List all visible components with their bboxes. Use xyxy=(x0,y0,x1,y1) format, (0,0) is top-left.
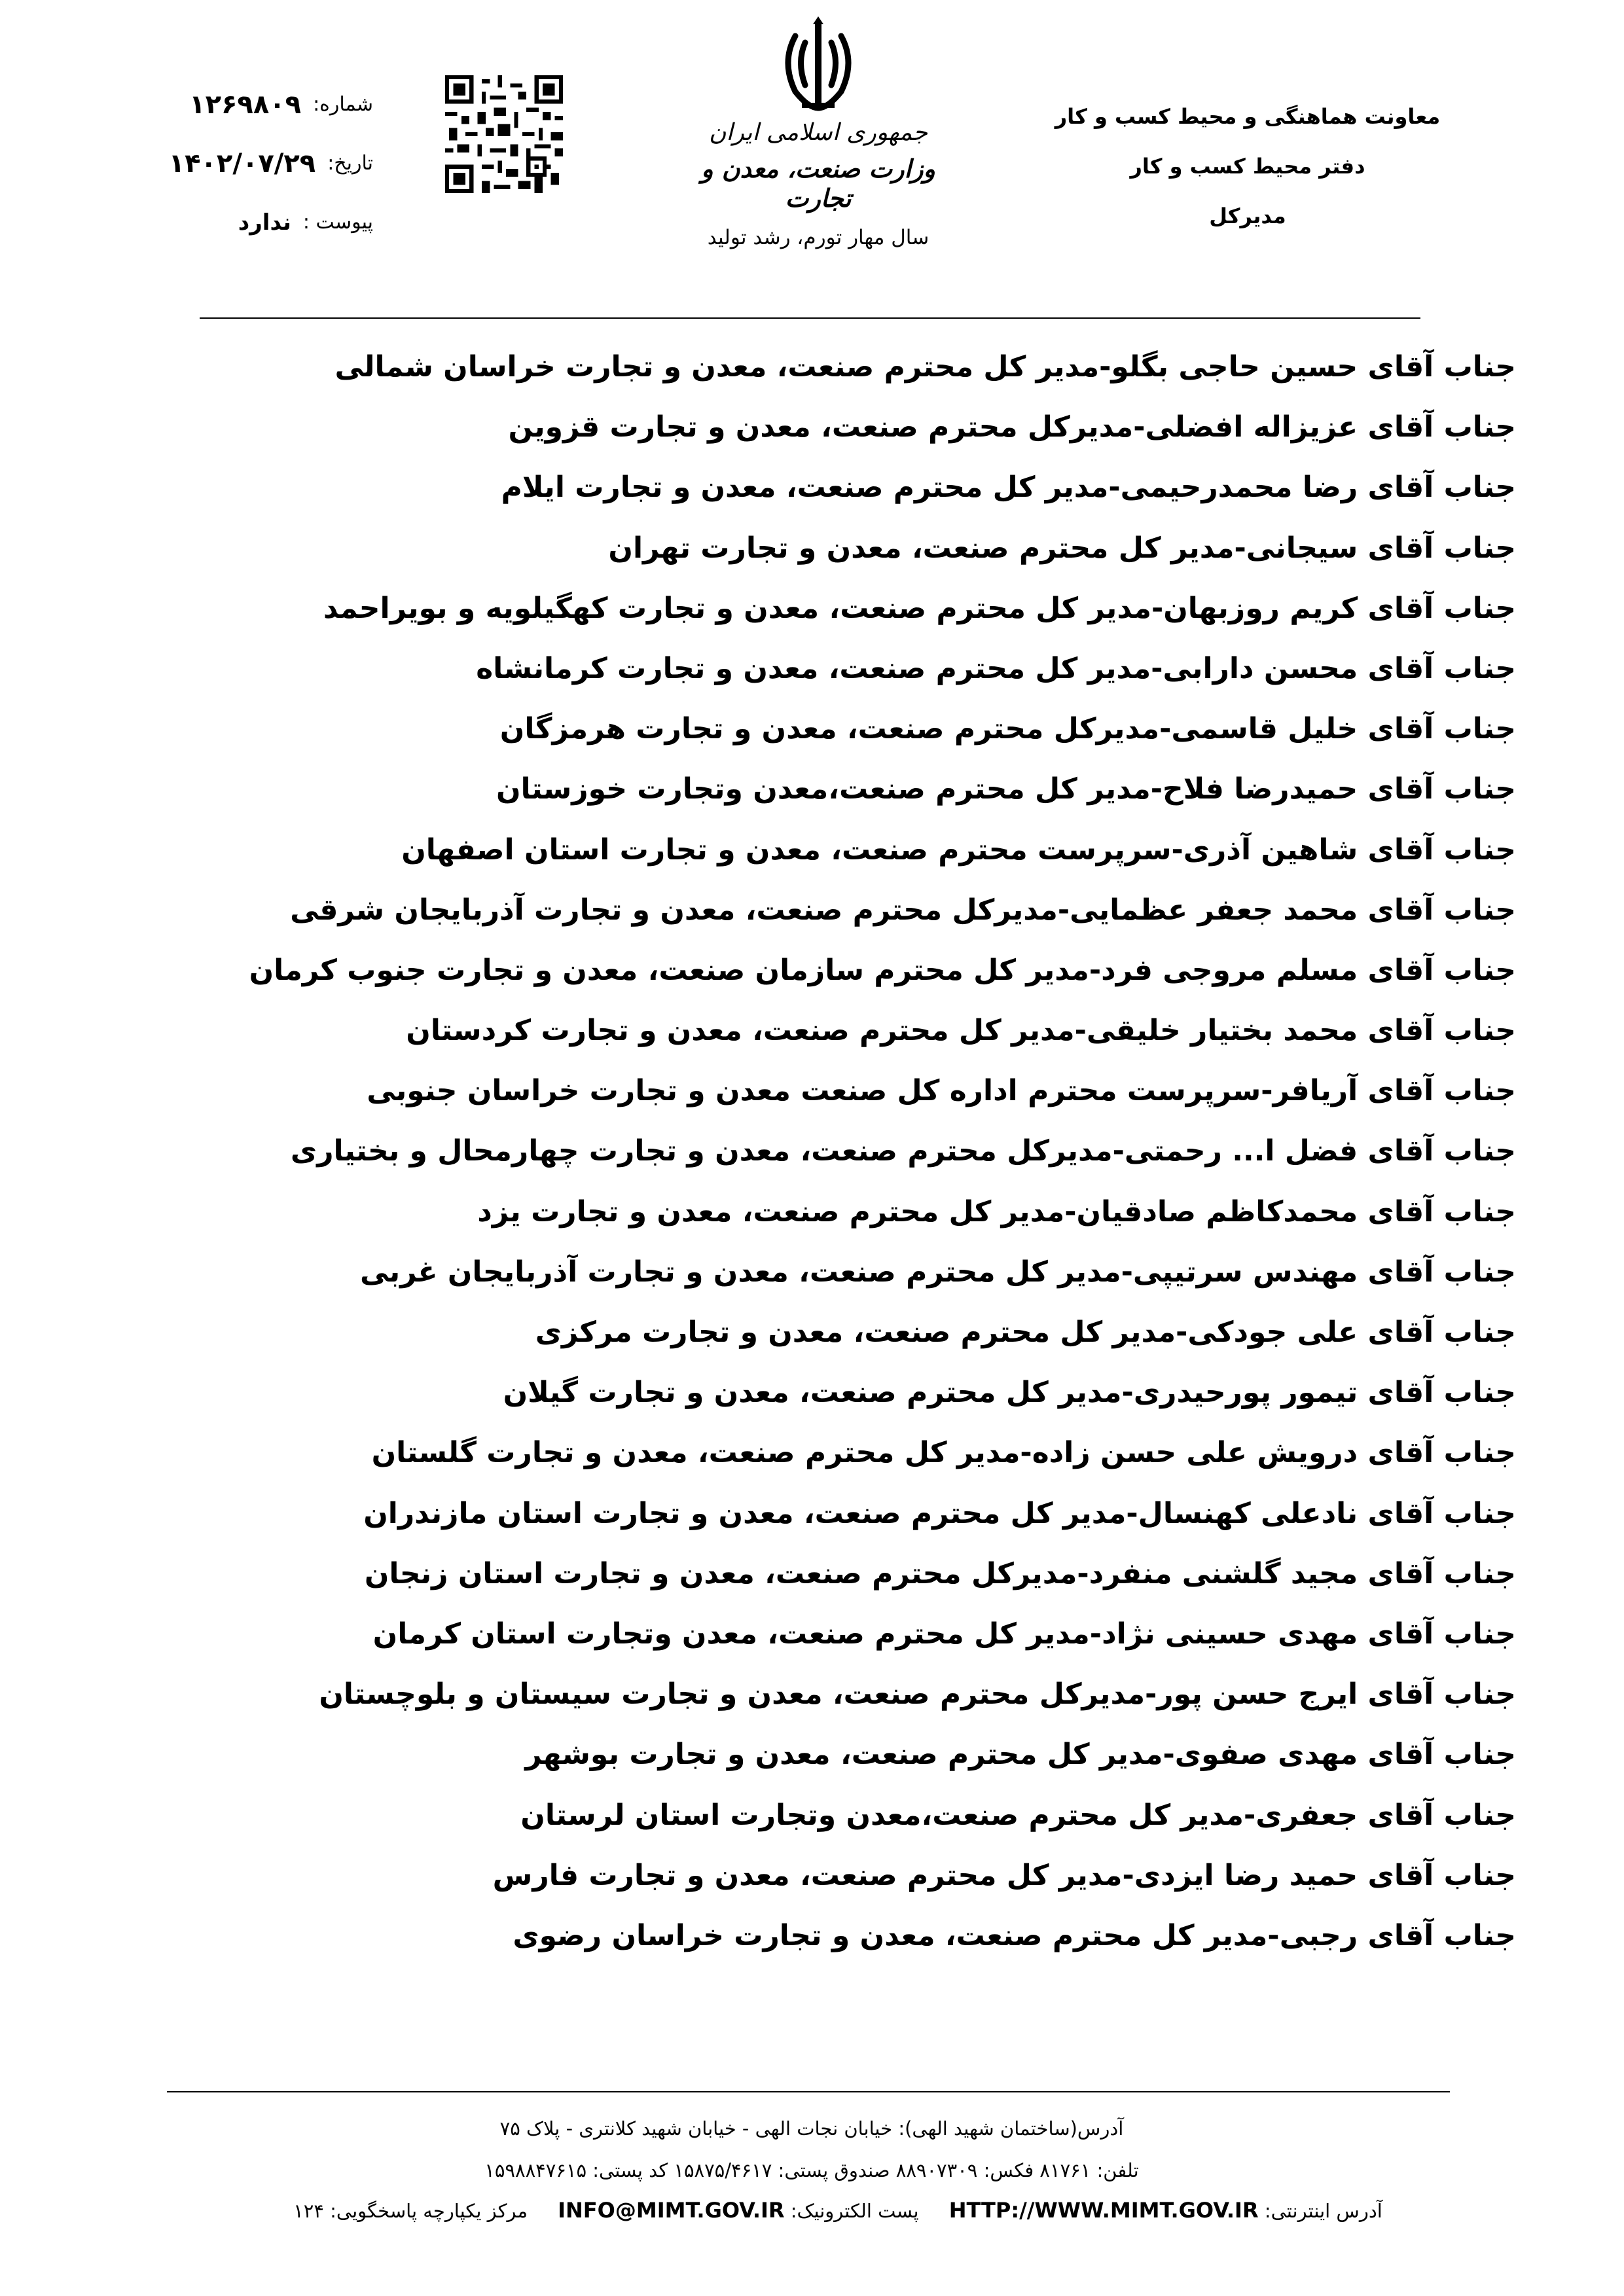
recipient-line: جناب آقای حمیدرضا فلاح-مدیر کل محترم صنعت،معدن وتجارت خوزستان xyxy=(496,772,1516,806)
recipient-line: جناب آقای ایرج حسن پور-مدیرکل محترم صنعت، معدن و تجارت سیستان و بلوچستان xyxy=(319,1677,1516,1712)
recipient-line: جناب آقای محمد بختیار خلیقی-مدیر کل محترم صنعت، معدن و تجارت کردستان xyxy=(406,1014,1516,1048)
recipient-line: جناب آقای نادعلی کهنسال-مدیر کل محترم صنعت، معدن و تجارت استان مازندران xyxy=(363,1496,1516,1530)
recipient-line: جناب آقای مهدی صفوی-مدیر کل محترم صنعت، معدن و تجارت بوشهر xyxy=(525,1738,1516,1772)
recipient-line: جناب آقای عزیزاله افضلی-مدیرکل محترم صنعت، معدن و تجارت قزوین xyxy=(508,410,1516,444)
recipient-line: جناب آقای فضل ا... رحمتی-مدیرکل محترم صنعت، معدن و تجارت چهارمحال و بختیاری xyxy=(290,1134,1516,1168)
recipient-line: جناب آقای محمد جعفر عظمایی-مدیرکل محترم صنعت، معدن و تجارت آذربایجان شرقی xyxy=(290,893,1516,927)
recipient-line: جناب آقای سیجانی-مدیر کل محترم صنعت، معدن و تجارت تهران xyxy=(608,531,1516,565)
email-label: پست الکترونیک: xyxy=(790,2200,919,2222)
recipient-line: جناب آقای حسین حاجی بگلو-مدیر کل محترم صنعت، معدن و تجارت خراسان شمالی xyxy=(334,350,1516,384)
ministry-name: وزارت صنعت، معدن و تجارت xyxy=(701,154,935,213)
recipient-line: جناب آقای کریم روزبهان-مدیر کل محترم صنعت، معدن و تجارت کهگیلویه و بویراحمد xyxy=(323,591,1516,625)
recipient-line: جناب آقای مهدی حسینی نژاد-مدیر کل محترم صنعت، معدن وتجارت استان کرمان xyxy=(372,1617,1516,1651)
website-link[interactable]: HTTP://WWW.MIMT.GOV.IR xyxy=(948,2198,1259,2223)
year-slogan: سال مهار تورم، رشد تولید xyxy=(707,226,929,249)
qr-code-icon xyxy=(445,75,563,193)
recipient-line: جناب آقای مجید گلشنی منفرد-مدیرکل محترم صنعت، معدن و تجارت استان زنجان xyxy=(364,1556,1516,1590)
number-value: ۱۲۶۹۸۰۹ xyxy=(189,90,302,120)
recipient-line: جناب آقای درویش علی حسن زاده-مدیر کل محترم صنعت، معدن و تجارت گلستان xyxy=(371,1436,1516,1470)
callcenter-text: مرکز یکپارچه پاسخگویی: ۱۲۴ xyxy=(293,2200,528,2222)
attachment-label: پیوست : xyxy=(302,211,373,234)
iran-emblem-icon xyxy=(776,16,861,115)
footer-online xyxy=(196,2189,1479,2231)
org-line-director: مدیرکل xyxy=(1209,204,1286,228)
letter-meta xyxy=(144,75,373,252)
recipient-line: جناب آقای علی جودکی-مدیر کل محترم صنعت، معدن و تجارت مرکزی xyxy=(535,1316,1516,1349)
recipient-line: جناب آقای خلیل قاسمی-مدیرکل محترم صنعت، معدن و تجارت هرمزگان xyxy=(499,712,1516,746)
recipient-line: جناب آقای شاهین آذری-سرپرست محترم صنعت، معدن و تجارت استان اصفهان xyxy=(401,833,1516,867)
recipient-line: جناب آقای جعفری-مدیر کل محترم صنعت،معدن وتجارت استان لرستان xyxy=(520,1798,1516,1832)
recipient-line: جناب آقای مهندس سرتیپی-مدیر کل محترم صنعت، معدن و تجارت آذربایجان غربی xyxy=(360,1255,1516,1289)
recipient-line: جناب آقای محسن دارابی-مدیر کل محترم صنعت، معدن و تجارت کرمانشاه xyxy=(476,651,1516,685)
recipient-line: جناب آقای آریافر-سرپرست محترم اداره کل صنعت معدن و تجارت خراسان جنوبی xyxy=(367,1074,1516,1108)
date-label: تاریخ: xyxy=(327,152,373,175)
footer xyxy=(170,2108,1453,2191)
ministry-logo-block xyxy=(681,13,956,262)
recipient-line: جناب آقای رجبی-مدیر کل محترم صنعت، معدن و تجارت خراسان رضوی xyxy=(513,1918,1516,1952)
org-line-office: دفتر محیط کسب و کار xyxy=(1130,154,1365,179)
date-value: ۱۴۰۲/۰۷/۲۹ xyxy=(168,149,316,179)
recipient-line: جناب آقای رضا محمدرحیمی-مدیر کل محترم صنعت، معدن و تجارت ایلام xyxy=(501,471,1516,505)
attachment-row xyxy=(144,193,373,252)
organization-block xyxy=(1019,92,1477,241)
recipient-line: جناب آقای محمدکاظم صادقیان-مدیر کل محترم صنعت، معدن و تجارت یزد xyxy=(477,1194,1516,1229)
recipient-line: جناب آقای حمید رضا ایزدی-مدیر کل محترم صنعت، معدن و تجارت فارس xyxy=(492,1858,1516,1892)
date-row xyxy=(144,134,373,193)
footer-address: آدرس(ساختمان شهید الهی): خیابان نجات الهی - خیابان شهید کلانتری - پلاک ۷۵ xyxy=(499,2117,1124,2140)
republic-name: جمهوری اسلامی ایران xyxy=(709,119,928,146)
attachment-value: ندارد xyxy=(238,209,291,236)
header-divider xyxy=(200,317,1420,319)
org-line-deputy: معاونت هماهنگی و محیط کسب و کار xyxy=(1055,104,1441,129)
number-label: شماره: xyxy=(313,93,373,116)
footer-divider xyxy=(167,2091,1450,2092)
footer-contacts: تلفن: ۸۱۷۶۱ فکس: ۸۸۹۰۷۳۰۹ صندوق پستی: ۱۵۸۷۵/۴۶۱۷ کد پستی: ۱۵۹۸۸۴۷۶۱۵ xyxy=(484,2159,1139,2181)
recipients-list xyxy=(249,337,1516,1966)
number-row xyxy=(144,75,373,134)
recipient-line: جناب آقای تیمور پورحیدری-مدیر کل محترم صنعت، معدن و تجارت گیلان xyxy=(503,1376,1516,1410)
recipient-line: جناب آقای مسلم مروجی فرد-مدیر کل محترم سازمان صنعت، معدن و تجارت جنوب کرمان xyxy=(249,953,1516,987)
website-label: آدرس اینترنتی: xyxy=(1264,2200,1382,2222)
email-link[interactable]: INFO@MIMT.GOV.IR xyxy=(558,2198,785,2223)
